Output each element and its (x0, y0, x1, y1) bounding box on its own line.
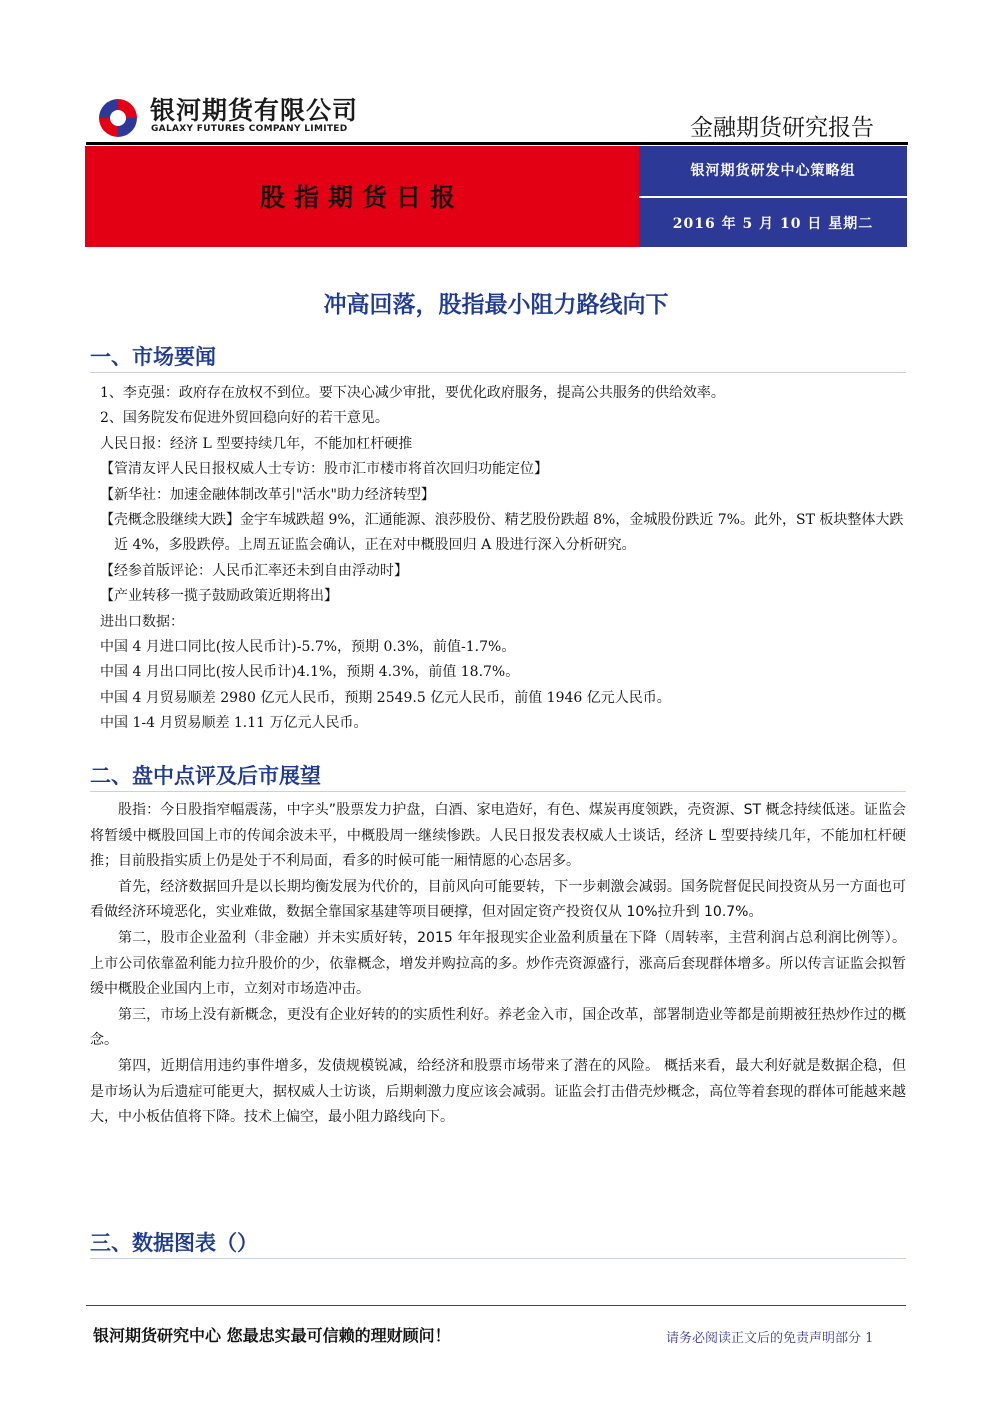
banner-team: 银河期货研发中心策略组 (690, 163, 856, 179)
galaxy-logo-icon (96, 96, 140, 140)
news-item: 1、李克强：政府存在放权不到位。要下决心减少审批，要优化政府服务，提高公共服务的供给效率。 (100, 385, 725, 401)
footer-rule (86, 1305, 906, 1306)
banner-title: 股指期货日报 (259, 183, 464, 212)
header-rule (86, 142, 908, 145)
news-item: 【管清友评人民日报权威人士专访：股市汇市楼市将首次回归功能定位】 (100, 461, 548, 478)
news-item: 人民日报：经济 L 型要持续几年，不能加杠杆硬推 (100, 435, 413, 452)
news-item: 中国 4 月贸易顺差 2980 亿元人民币，预期 2549.5 亿元人民币，前值 1946 亿元人民币。 (100, 689, 671, 706)
news-item: 2、国务院发布促进外贸回稳向好的若干意见。 (100, 410, 389, 427)
section-underline (90, 791, 906, 792)
commentary-paragraph: 首先，经济数据回升是以长期均衡发展为代价的，目前风向可能要转，下一步刺激会减弱。国务院督促民间投资从另一方面也可看做经济环境恶化，实业难做，数据全靠国家基建等项目硬撑，但对固定资产投资仅从 10%拉升到 10.7%。 (90, 878, 906, 921)
footer-slogan: 银河期货研究中心 您最忠实最可信赖的理财顾问！ (93, 1326, 451, 1345)
company-name-en: GALAXY FUTURES COMPANY LIMITED (151, 124, 348, 134)
banner-date: 2016 年 5 月 10 日 星期二 (672, 216, 874, 232)
news-item: 【壳概念股继续大跌】金宇车城跌超 9%，汇通能源、浪莎股份、精艺股份跌超 8%，金城股份跌近 7%。此外，ST 板块整体大跌近 4%，多股跌停。上周五证监会确认，正在对中概股回归 A 股进行深入分析研究。 (100, 512, 904, 554)
news-item: 中国 4 月出口同比(按人民币计)4.1%，预期 4.3%，前值 18.7%。 (100, 664, 520, 681)
news-item: 中国 4 月进口同比(按人民币计)-5.7%，预期 0.3%，前值-1.7%。 (100, 639, 516, 656)
section-underline (90, 372, 906, 373)
section-heading-news: 一、市场要闻 (90, 345, 216, 369)
commentary-paragraph: 第四，近期信用违约事件增多，发债规模锐减，给经济和股票市场带来了潜在的风险。 概括来看，最大利好就是数据企稳，但是市场认为后遗症可能更大，据权威人士访谈，后期刺激力度应该会减弱。证监会打击借壳炒概念，高位等着套现的群体可能越来越大，中小板估值将下降。技术上偏空，最小阻力路线向下。 (90, 1057, 906, 1126)
section-heading-commentary: 二、盘中点评及后市展望 (90, 764, 321, 788)
commentary-paragraph: 第三，市场上没有新概念，更没有企业好转的的实质性利好。养老金入市，国企改革，部署制造业等都是前期被狂热炒作过的概念。 (90, 1006, 906, 1049)
report-title: 冲高回落，股指最小阻力路线向下 (323, 292, 669, 318)
report-type-label: 金融期货研究报告 (690, 115, 874, 141)
commentary-paragraph: 股指：今日股指窄幅震荡，中字头”股票发力护盘，白酒、家电造好，有色、煤炭再度领跌，壳资源、ST 概念持续低迷。证监会将暂缓中概股回国上市的传闻余波未平，中概股周一继续惨跌。人民日报发表权威人士谈话，经济 L 型要持续几年，不能加杠杆硬推；目前股指实质上仍是处于不利局面，看多的时候可能一厢情愿的心态居多。 (90, 802, 906, 870)
footer-disclaimer-page: 请务必阅读正文后的免责声明部分 1 (666, 1331, 874, 1346)
news-item: 中国 1-4 月贸易顺差 1.11 万亿元人民币。 (100, 715, 368, 732)
commentary-paragraph: 第二，股市企业盈利（非金融）并未实质好转，2015 年年报现实企业盈利质量在下降（周转率，主营利润占总利润比例等）。上市公司依靠盈利能力拉升股价的少，依靠概念，增发并购拉高的多。炒作壳资源盛行，涨高后套现群体增多。所以传言证监会拟暂缓中概股企业国内上市，立刻对市场造冲击。 (90, 929, 906, 998)
commentary-body (90, 798, 906, 1131)
news-item: 【产业转移一揽子鼓励政策近期将出】 (100, 588, 338, 605)
banner-divider (639, 196, 907, 198)
section-underline (90, 1258, 906, 1259)
news-list (100, 381, 906, 737)
news-item: 【经参首版评论：人民币汇率还未到自由浮动时】 (100, 562, 408, 579)
news-item: 【新华社：加速金融体制改革引"活水"助力经济转型】 (100, 486, 435, 503)
news-item: 进出口数据： (100, 613, 184, 630)
section-heading-charts: 三、数据图表（） (90, 1231, 258, 1255)
company-name-cn: 银河期货有限公司 (150, 96, 359, 125)
